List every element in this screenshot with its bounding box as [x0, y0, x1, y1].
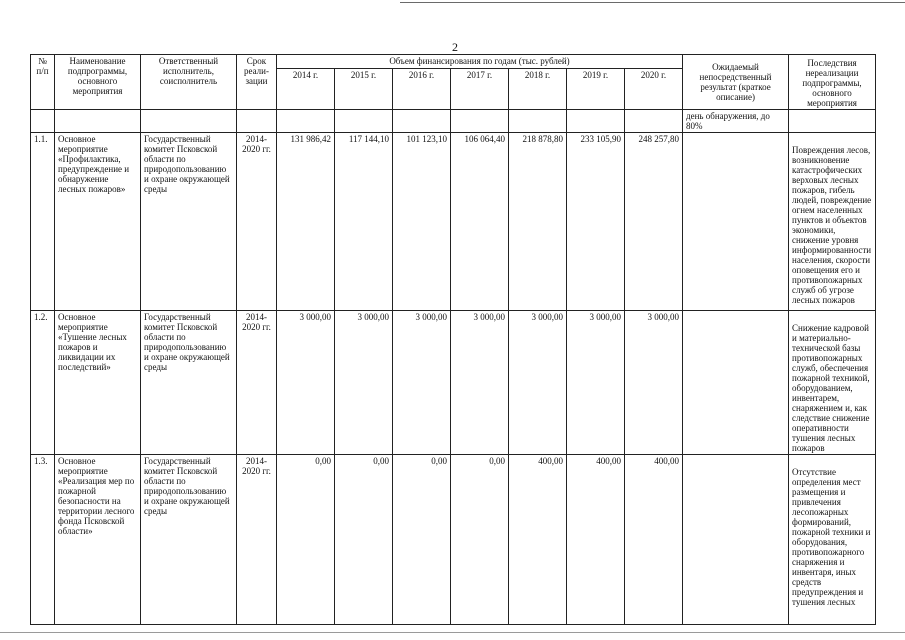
table-row [31, 133, 876, 311]
row-consequences: Снижение кадровой и материально-технической базы противопожарных служб, обеспечения пожарной техникой, оборудованием, инвентарем, снаряжением и, как следствие снижение оперативности тушения лесных пожаров [789, 311, 876, 455]
row-consequences: Повреждения лесов, возникновение катастрофических верховых лесных пожаров, гибель людей, повреждение огнем населенных пунктов и объектов экономики, снижение уровня информированности населения, скорости оповещения его и противопожарных служб об угрозе лесных пожаров [789, 133, 876, 311]
row-consequences: Отсутствие определения мест размещения и привлечения лесопожарных формирований, пожарной техники и оборудования, противопожарного снаряжения и инвентаря, иных средств предупреждения и тушения лесных [789, 455, 876, 625]
header-executor: Ответственный исполнитель, соисполнитель [141, 55, 237, 110]
row-expected [683, 455, 789, 625]
row-value: 0,00 [451, 455, 509, 625]
row-value: 0,00 [393, 455, 451, 625]
program-table [30, 54, 876, 625]
header-expected: Ожидаемый непосредственный результат (краткое описание) [683, 55, 789, 110]
header-row [31, 55, 876, 69]
header-funding: Объем финансирования по годам (тыс. рублей) [277, 55, 683, 69]
row-name: Основное мероприятие «Профилактика, предупреждение и обнаружение лесных пожаров» [55, 133, 141, 311]
header-year: 2016 г. [393, 69, 451, 110]
row-value: 248 257,80 [625, 133, 683, 311]
row-value: 400,00 [567, 455, 625, 625]
row-value: 3 000,00 [277, 311, 335, 455]
row-value: 400,00 [509, 455, 567, 625]
row-value: 0,00 [335, 455, 393, 625]
row-expected [683, 311, 789, 455]
row-executor: Государственный комитет Псковской области по природопользованию и охране окружающей среды [141, 311, 237, 455]
scan-edge-top [400, 2, 905, 3]
header-num: № п/п [31, 55, 55, 110]
row-value: 400,00 [625, 455, 683, 625]
row-value: 3 000,00 [567, 311, 625, 455]
row-value: 131 986,42 [277, 133, 335, 311]
row-value: 117 144,10 [335, 133, 393, 311]
row-term: 2014-2020 гг. [237, 133, 277, 311]
header-year: 2017 г. [451, 69, 509, 110]
row-name: Основное мероприятие «Тушение лесных пожаров и ликвидации их последствий» [55, 311, 141, 455]
header-year: 2015 г. [335, 69, 393, 110]
header-year: 2018 г. [509, 69, 567, 110]
row-executor: Государственный комитет Псковской области по природопользованию и охране окружающей среды [141, 455, 237, 625]
header-year: 2019 г. [567, 69, 625, 110]
row-num: 1.2. [31, 311, 55, 455]
row-term: 2014-2020 гг. [237, 455, 277, 625]
header-term: Срок реали-зации [237, 55, 277, 110]
row-value: 0,00 [277, 455, 335, 625]
row-value: 3 000,00 [509, 311, 567, 455]
row-value: 106 064,40 [451, 133, 509, 311]
table-row [31, 311, 876, 455]
row-value: 3 000,00 [625, 311, 683, 455]
header-name: Наименование подпрограммы, основного мероприятия [55, 55, 141, 110]
row-value: 101 123,10 [393, 133, 451, 311]
row-expected [683, 133, 789, 311]
header-consequences: Последствия нереализации подпрограммы, основного мероприятия [789, 55, 876, 110]
header-year: 2020 г. [625, 69, 683, 110]
row-executor: Государственный комитет Псковской области по природопользованию и охране окружающей среды [141, 133, 237, 311]
row-term: 2014-2020 гг. [237, 311, 277, 455]
scan-edge-bottom [0, 632, 905, 633]
table-row [31, 455, 876, 625]
row-value: 3 000,00 [393, 311, 451, 455]
spacer-row [31, 110, 876, 133]
row-num: 1.1. [31, 133, 55, 311]
expected-continuation: день обнаружения, до 80% [683, 110, 789, 133]
row-value: 233 105,90 [567, 133, 625, 311]
row-num: 1.3. [31, 455, 55, 625]
row-value: 3 000,00 [451, 311, 509, 455]
page-number: 2 [452, 40, 458, 54]
row-name: Основное мероприятие «Реализация мер по пожарной безопасности на территории лесного фонда Псковской области» [55, 455, 141, 625]
header-year: 2014 г. [277, 69, 335, 110]
row-value: 3 000,00 [335, 311, 393, 455]
row-value: 218 878,80 [509, 133, 567, 311]
